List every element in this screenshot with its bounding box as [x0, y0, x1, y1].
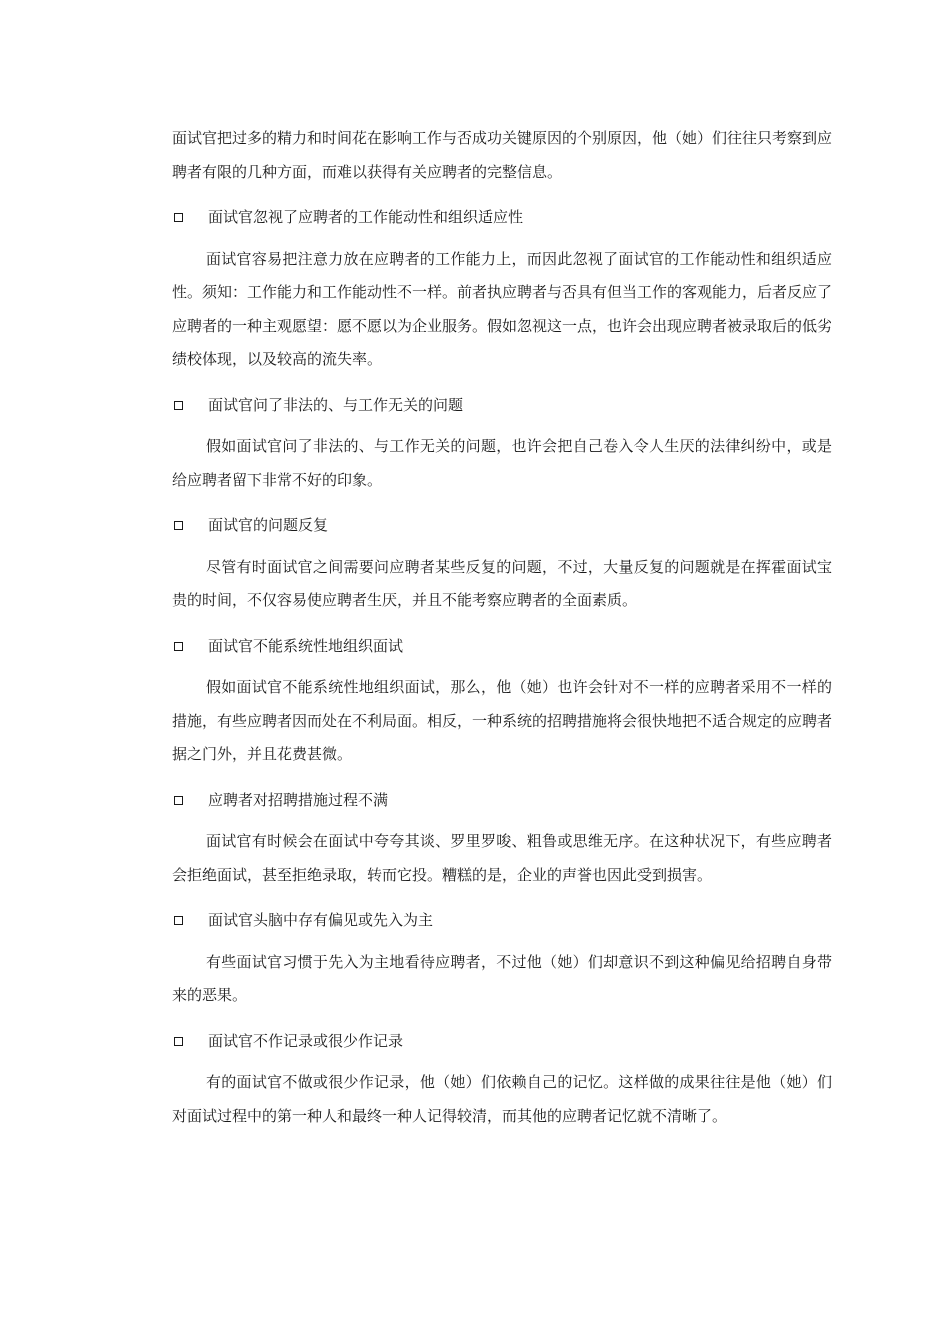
section-heading-text: 面试官不作记录或很少作记录 [208, 1031, 404, 1050]
section-heading-text: 应聘者对招聘措施过程不满 [208, 790, 389, 809]
checkbox-bullet-icon [174, 401, 183, 410]
section-heading-text: 面试官的问题反复 [208, 516, 329, 534]
checkbox-bullet-icon [174, 916, 183, 925]
section-heading [172, 201, 832, 235]
section-heading [172, 904, 832, 938]
section-heading [172, 784, 832, 818]
section-heading-text: 面试官头脑中存有偏见或先入为主 [208, 911, 434, 929]
section-heading-text: 面试官不能系统性地组织面试 [208, 636, 404, 655]
checkbox-bullet-icon [174, 1037, 183, 1046]
section-heading [172, 1025, 832, 1059]
section-body: 假如面试官问了非法的、与工作无关的问题，也许会把自己卷入令人生厌的法律纠纷中，或是给应聘者留下非常不好的印象。 [172, 437, 832, 489]
intro-paragraph: 面试官把过多的精力和时间花在影响工作与否成功关键原因的个别原因，他（她）们往往只考察到应聘者有限的几种方面，而难以获得有关应聘者的完整信息。 [172, 129, 833, 181]
section-body: 尽管有时面试官之间需要问应聘者某些反复的问题，不过，大量反复的问题就是在挥霍面试宝贵的时间，不仅容易使应聘者生厌，并且不能考察应聘者的全面素质。 [172, 557, 832, 609]
section-body: 有些面试官习惯于先入为主地看待应聘者，不过他（她）们却意识不到这种偏见给招聘自身带来的恶果。 [172, 952, 832, 1004]
checkbox-bullet-icon [174, 521, 183, 530]
section-heading-text: 面试官问了非法的、与工作无关的问题 [208, 395, 464, 414]
document-page [172, 122, 832, 1133]
section-body: 面试官容易把注意力放在应聘者的工作能力上，而因此忽视了面试官的工作能动性和组织适应性。须知：工作能力和工作能动性不一样。前者执应聘者与否具有但当工作的客观能力，后者反应了应聘者的一种主观愿望：愿不愿以为企业服务。假如忽视这一点，也许会出现应聘者被录取后的低劣绩校体现，以及较高的流失率。 [172, 249, 833, 368]
section-heading [172, 630, 832, 664]
section-body: 假如面试官不能系统性地组织面试，那么，他（她）也许会针对不一样的应聘者采用不一样的措施，有些应聘者因而处在不利局面。相反，一种系统的招聘措施将会很快地把不适合规定的应聘者据之门外，并且花费甚微。 [172, 678, 833, 763]
section-body: 有的面试官不做或很少作记录，他（她）们依赖自己的记忆。这样做的成果往往是他（她）们对面试过程中的第一种人和最终一种人记得较清，而其他的应聘者记忆就不清晰了。 [172, 1073, 832, 1125]
checkbox-bullet-icon [174, 796, 183, 805]
section-body: 面试官有时候会在面试中夸夸其谈、罗里罗唆、粗鲁或思维无序。在这种状况下，有些应聘者会拒绝面试，甚至拒绝录取，转而它投。糟糕的是，企业的声誉也因此受到损害。 [172, 832, 832, 884]
section-heading [172, 389, 832, 423]
section-heading [172, 509, 832, 543]
checkbox-bullet-icon [174, 213, 183, 222]
checkbox-bullet-icon [174, 642, 183, 651]
section-heading-text: 面试官忽视了应聘者的工作能动性和组织适应性 [208, 208, 524, 226]
